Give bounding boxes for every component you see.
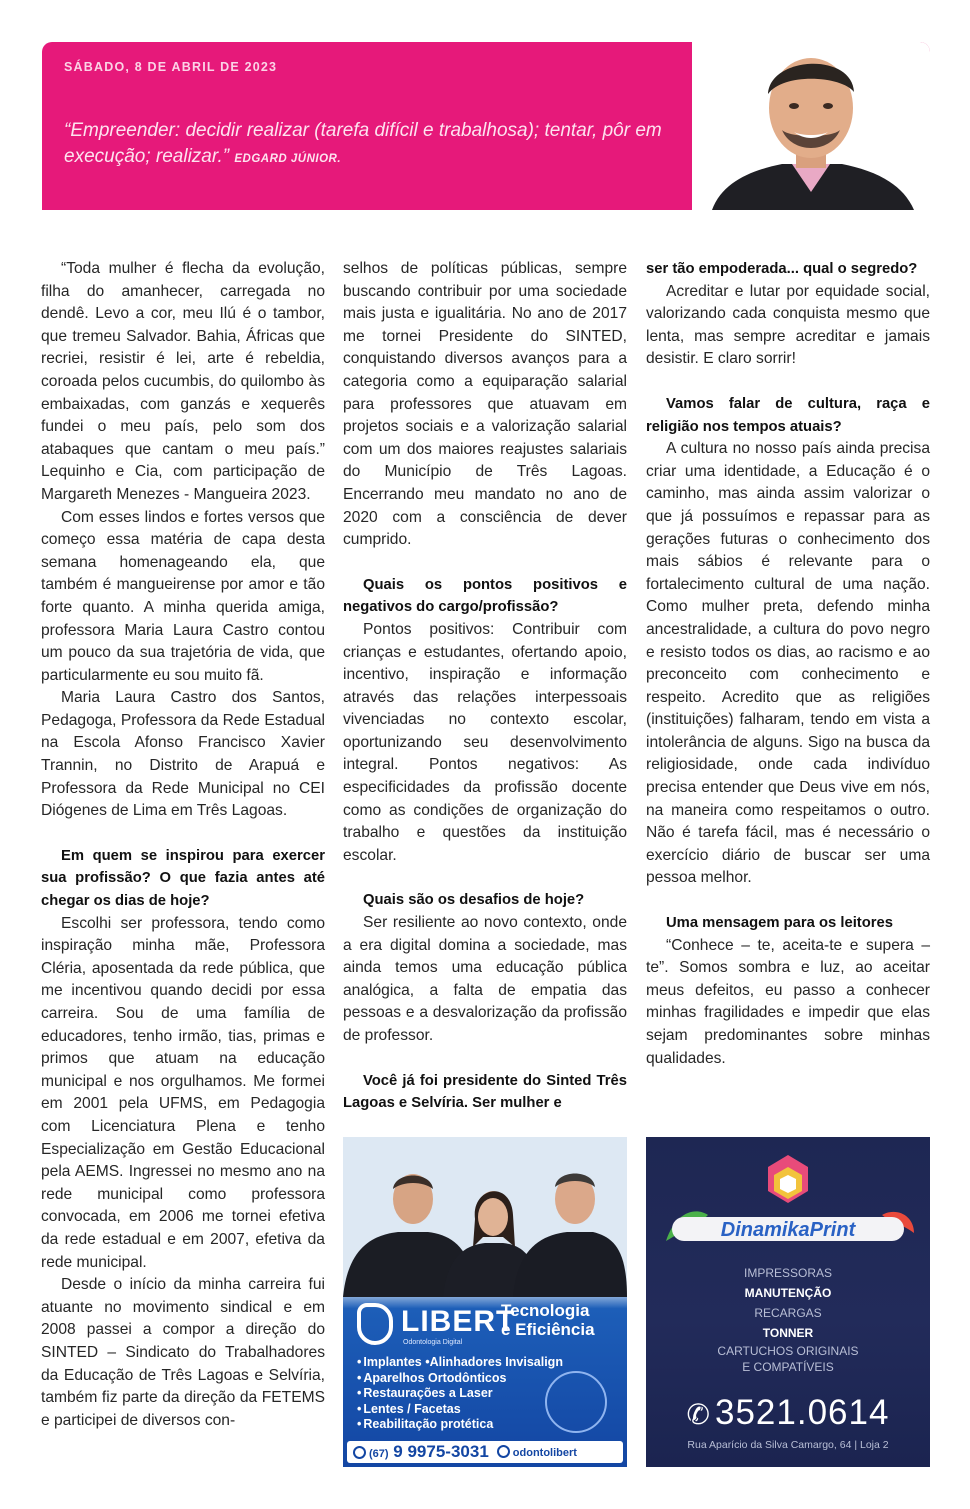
paragraph: Pontos positivos: Contribuir com crianças e estudantes, ofertando apoio, incentivo, inspiração e informação através das relações interpessoais vivenciadas no contexto escolar, oportunizando seu desenvolvimento integral. Pontos negativos: As especificidades da profissão docente como as condições de organização do trabalho e questões da instituição escolar. <box>343 620 627 864</box>
paragraph: Com esses lindos e fortes versos que começo essa matéria de capa desta semana homenageando ela, que também é mangueirense por amor e tão forte quanto. A minha querida amiga, professora Maria Laura Castro contou um pouco da sua trajetória de vida, que particularmente eu sou muito fã. <box>41 508 325 684</box>
service-item: • Implantes •Alinhadores Invisalign <box>357 1355 563 1371</box>
libert-brand-subtitle: Odontologia Digital <box>403 1339 463 1346</box>
dinamika-address: Rua Aparício da Silva Camargo, 64 | Loja 2 <box>687 1439 889 1451</box>
issue-date: SÁBADO, 8 DE ABRIL DE 2023 <box>64 60 278 74</box>
paragraph: Ser resiliente ao novo contexto, onde a era digital domina a sociedade, mas ainda temos uma educação pública analógica, a falta de empatia das pessoas e a desvalorização da profissão de professor. <box>343 914 627 1044</box>
interview-question: Vamos falar de cultura, raça e religião nos tempos atuais? <box>646 395 930 435</box>
paragraph: Maria Laura Castro dos Santos, Pedagoga, Professora da Rede Estadual na Escola Afonso Francisco Xavier Trannin, no Distrito de Arapuá e Professora da Rede Municipal no CEI Diógenes de Lima em Três Lagoas. <box>41 689 325 820</box>
paragraph: Acreditar e lutar por equidade social, valorizando cada conquista mesmo que lenta, mas sempre acreditar e jamais desistir. E claro sorrir! <box>646 282 930 368</box>
paragraph: “Toda mulher é flecha da evolução, filha do amanhecer, carregada no dendê. Levo a cor, meu Ilú é o tambor, que tremeu Salvador. Bahia, Áfricas que recriei, resistir é lei, arte é rebeldia, coroada pelos cucumbis, do quilombo às embaixadas, com ganzás e xequerês fundei o meu país, pelo som dos atabaques que cantam o meu país.” Lequinho e Cia, com participação de Margareth Menezes - Mangueira 2023. <box>41 260 325 503</box>
dinamika-logo <box>656 1151 920 1251</box>
libert-tagline <box>501 1301 619 1339</box>
paragraph: Desde o início da minha carreira fui atuante no movimento sindical e em 2008 passei a compor a direção do SINTED – Sindicato do Trabalhadores da Educação de Três Lagoas e Selvíria, também fiz parte da direção da FETEMS e participei de diversos con- <box>41 1276 325 1429</box>
article-column-1 <box>41 258 325 1432</box>
interview-question: ser tão empoderada... qual o segredo? <box>646 261 918 277</box>
quote-text: “Empreender: decidir realizar (tarefa difícil e trabalhosa); tentar, pôr em execução; realizar.” <box>64 120 662 167</box>
service-item: CARTUCHOS ORIGINAIS <box>717 1344 859 1358</box>
libert-instagram <box>497 1445 577 1459</box>
instagram-handle: odontolibert <box>512 1447 577 1459</box>
libert-advertisement <box>343 1137 627 1467</box>
column-header-banner <box>42 42 930 210</box>
service-item: IMPRESSORAS <box>743 1266 833 1280</box>
dinamika-services <box>646 1263 930 1375</box>
tagline-line: e Eficiência <box>501 1320 595 1339</box>
libert-contact-bar <box>347 1441 623 1463</box>
service-item: RECARGAS <box>754 1306 822 1320</box>
article-column-3 <box>646 258 930 1070</box>
service-item: • Lentes / Facetas <box>357 1402 563 1418</box>
phone-icon: ✆ <box>686 1399 711 1430</box>
libert-logo-icon <box>357 1303 393 1345</box>
libert-services <box>357 1355 563 1433</box>
header-quote <box>64 118 684 172</box>
paragraph: “Conhece – te, aceita-te e supera – te”. Somos sombra e luz, ao aceitar meus defeitos, eu passo a conhecer minhas fragilidades e impedir que elas sejam predominantes sobre minhas qualidades. <box>646 936 930 1067</box>
paragraph: selhos de políticas públicas, sempre buscando contribuir por uma sociedade mais justa e igualitária. No ano de 2017 me tornei Presidente do SINTED, conquistando diversos avanços para a categoria como a equiparação salarial para professores que atuavam em projetos sociais e a valorização salarial com um dos maiores reajustes salariais do Município de Três Lagoas. Encerrando meu mandato no ano de 2020 com a consciência de dever cumprido. <box>343 260 627 549</box>
whatsapp-icon <box>353 1446 366 1459</box>
phone-number: 3521.0614 <box>715 1393 890 1432</box>
interview-question: Uma mensagem para os leitores <box>666 915 893 932</box>
interview-question: Quais são os desafios de hoje? <box>363 892 585 909</box>
interview-question: Em quem se inspirou para exercer sua profissão? O que fazia antes até chegar os dias de hoje? <box>41 847 325 910</box>
libert-seal-icon <box>545 1371 607 1433</box>
service-item: TONNER <box>762 1326 814 1340</box>
service-item: • Reabilitação protética <box>357 1417 563 1433</box>
phone-area-code: (67) <box>369 1448 389 1460</box>
dinamika-brand: DinamikaPrint <box>720 1219 856 1241</box>
paragraph: A cultura no nosso país ainda precisa criar uma identidade, a Educação é o caminho, mas ainda assim valorizar o que já possuímos e repassar para as gerações futuras o conhecimento dos mais sábios é relevante para o fortalecimento cultural de uma nação. Como mulher preta, defendo minha ancestralidade, a cultura do povo negro e resisto todos os dias, ao racismo e ao preconceito com conhecimento e respeito. Acredito que as religiões (instituições) falharam, tendo em vista a intolerância de alguns. Sigo na busca da religiosidade, onde cada indivíduo precisa entender que Deus vive em nós, na maneira como respeitamos o outro. Não é tarefa fácil, mas é necessário o exercício diário de buscar ser uma pessoa melhor. <box>646 440 930 887</box>
dinamika-phone <box>646 1393 930 1433</box>
interview-question: Você já foi presidente do Sinted Três Lagoas e Selvíria. Ser mulher e <box>343 1072 627 1112</box>
dinamika-advertisement <box>646 1137 930 1467</box>
service-item: E COMPATÍVEIS <box>742 1360 834 1374</box>
service-item: • Aparelhos Ortodônticos <box>357 1371 563 1387</box>
quote-author: EDGARD JÚNIOR. <box>234 153 342 165</box>
libert-phone <box>353 1442 489 1462</box>
tagline-line: Tecnologia <box>501 1301 590 1320</box>
columnist-photo <box>692 42 930 210</box>
article-column-2 <box>343 258 627 1115</box>
paragraph: Escolhi ser professora, tendo como inspiração minha mãe, Professora Cléria, aposentada da rede pública, que me incentivou quando decidi por essa carreira. Sou de uma família de educadores, tenho irmão, tias, primas e primos que atuam na educação municipal e nos orgulhamos. Me formei em 2001 pela UFMS, em Pedagogia com Licenciatura Plena e tenho Especialização em Gestão Educacional pela AEMS. Ingressei no mesmo ano na rede municipal como professora convocada, em 2006 me tornei efetiva da rede estadual e em 2007, efetiva da rede municipal. <box>41 914 325 1271</box>
libert-brand: LIBERT <box>401 1305 516 1338</box>
interview-question: Quais os pontos positivos e negativos do cargo/profissão? <box>343 576 627 616</box>
service-item: • Restaurações a Laser <box>357 1386 563 1402</box>
dentists-photo <box>343 1137 627 1297</box>
instagram-icon <box>497 1445 510 1458</box>
service-item: MANUTENÇÃO <box>744 1286 832 1300</box>
phone-number: 9 9975-3031 <box>393 1442 489 1461</box>
